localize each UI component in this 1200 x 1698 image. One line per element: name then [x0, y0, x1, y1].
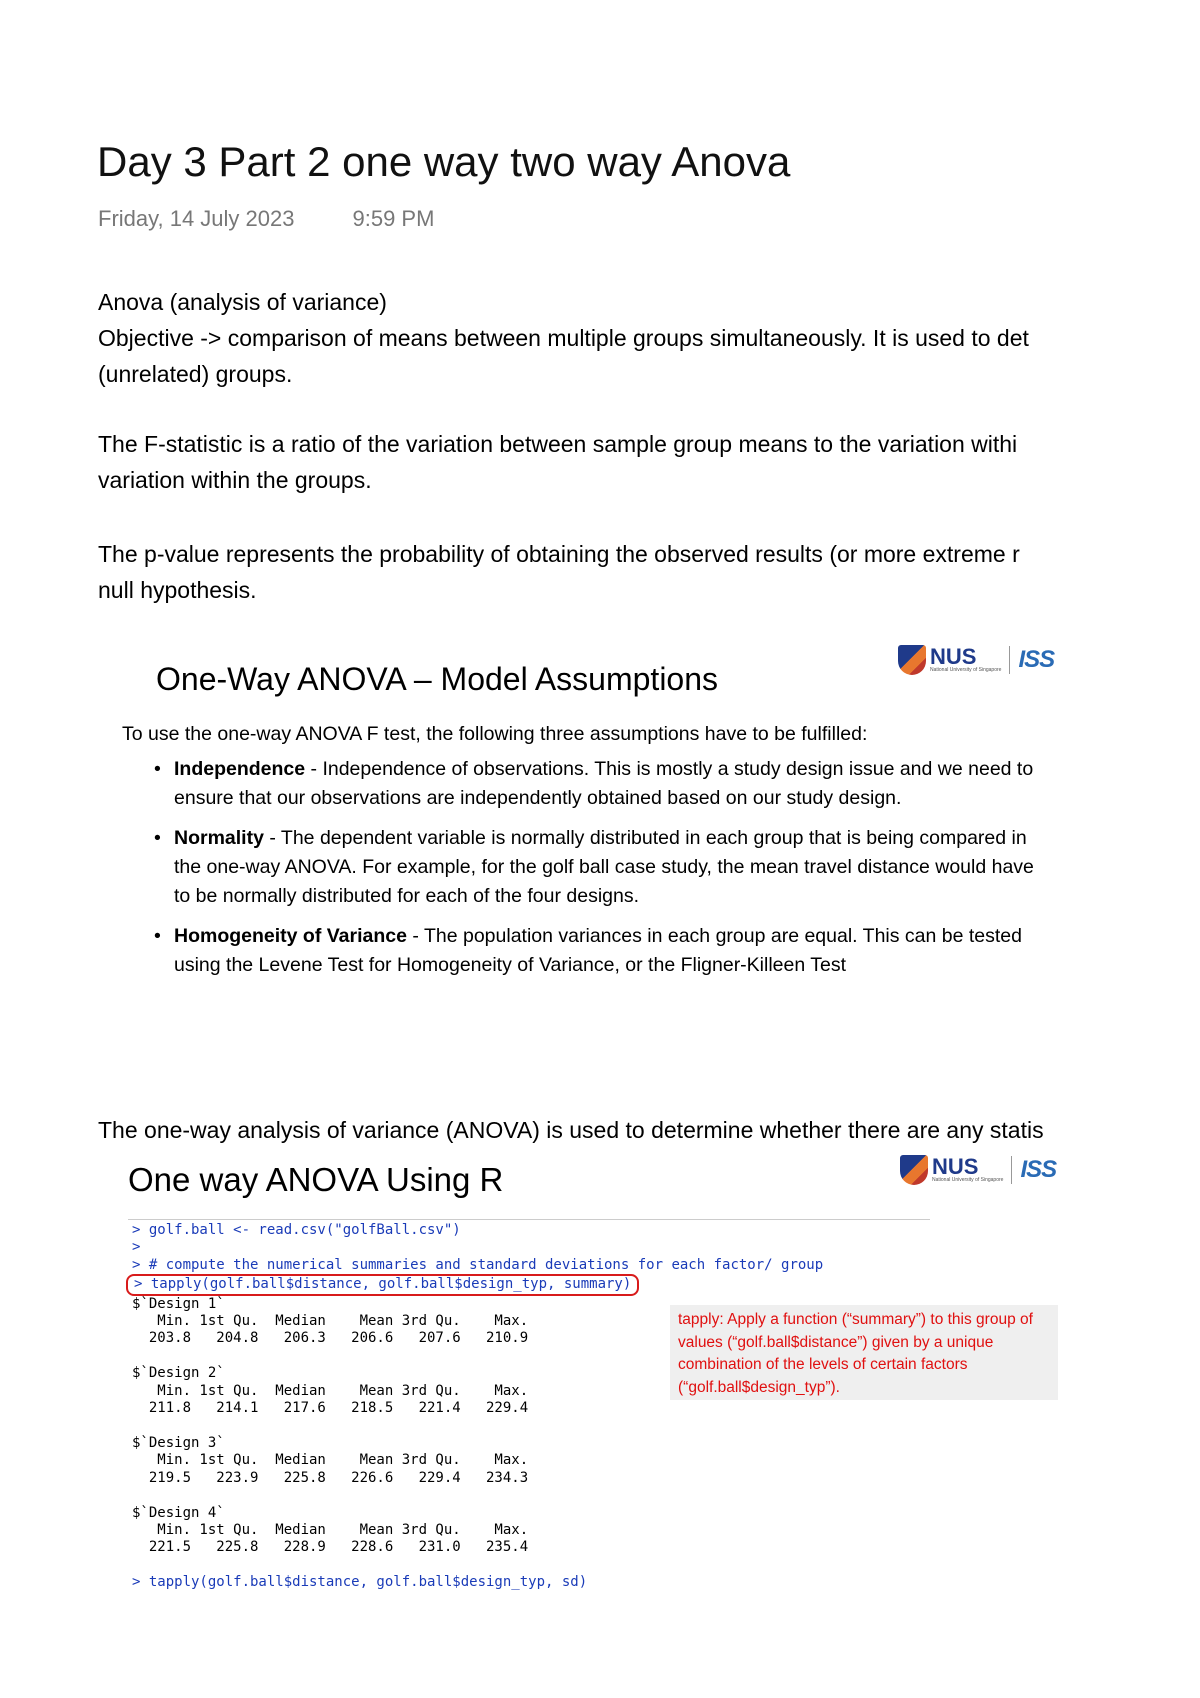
list-item: • Normality - The dependent variable is normally distributed in each group that is being compared in the one-way ANOVA. For example, for the golf ball case study, the mean travel distance would have to be normally distributed for each of the four designs. [174, 824, 1034, 911]
slide-intro: To use the one-way ANOVA F test, the following three assumptions have to be fulfilled: [122, 723, 868, 745]
console-line: > golf.ball <- read.csv("golfBall.csv") [132, 1222, 461, 1238]
r-console-output [132, 1222, 932, 1591]
text-line: The F-statistic is a ratio of the variation between sample group means to the variation withi [98, 431, 1018, 457]
nus-logo-text: NUS National University of Singapore [930, 644, 1002, 673]
assumption-list [142, 755, 1034, 991]
console-line: 221.5 225.8 228.9 228.6 231.0 235.4 [132, 1539, 537, 1556]
console-line: 211.8 214.1 217.6 218.5 221.4 229.4 [132, 1400, 537, 1417]
logo-divider [1009, 646, 1010, 674]
text-line: variation within the groups. [98, 467, 372, 493]
console-line: > # compute the numerical summaries and standard deviations for each factor/ group [132, 1256, 824, 1273]
console-line: $`Design 1` [132, 1295, 225, 1312]
list-item: • Homogeneity of Variance - The population variances in each group are equal. This can be tested using the Levene Test for Homogeneity of Variance, or the Fligner-Killeen Test [174, 922, 1034, 980]
console-line: > [132, 1239, 141, 1256]
console-line: $`Design 2` [132, 1365, 225, 1382]
page-meta [98, 206, 434, 232]
paragraph-f-statistic [98, 426, 1200, 498]
console-highlighted-command: > tapply(golf.ball$distance, golf.ball$design_typ, summary) [126, 1274, 639, 1295]
console-line: 203.8 204.8 206.3 206.6 207.6 210.9 [132, 1330, 537, 1347]
text-line: The p-value represents the probability of obtaining the observed results (or more extreme r [98, 541, 1020, 567]
paragraph-anova-intro [98, 284, 1200, 392]
list-item: • Independence - Independence of observations. This is mostly a study design issue and we need to ensure that our observations are independently obtained based on our study design. [174, 755, 1034, 813]
slide-anova-using-r [120, 1154, 1060, 1591]
paragraph-one-way-anova [98, 1112, 1200, 1148]
slide-title: One way ANOVA Using R [128, 1161, 504, 1198]
page-title: Day 3 Part 2 one way two way Anova [97, 138, 791, 185]
slide-model-assumptions [98, 645, 1080, 1030]
iss-logo-text: ISS [1020, 1156, 1057, 1183]
nus-iss-logo [900, 1155, 1056, 1185]
text-line: Objective -> comparison of means between multiple groups simultaneously. It is used to det [98, 325, 1029, 351]
nus-crest-icon [900, 1155, 928, 1185]
iss-logo-text: ISS [1018, 646, 1055, 673]
page-time: 9:59 PM [352, 206, 435, 231]
console-line: $`Design 3` [132, 1434, 225, 1451]
paragraph-p-value [98, 536, 1200, 608]
text-line: null hypothesis. [98, 577, 257, 603]
console-line: Min. 1st Qu. Median Mean 3rd Qu. Max. [132, 1382, 537, 1399]
tapply-callout: tapply: Apply a function (“summary”) to this group of values (“golf.ball$distance”) given by a unique combination of the levels of certain factors (“golf.ball$design_typ”). [670, 1305, 1058, 1400]
text-line: Anova (analysis of variance) [98, 289, 387, 315]
page-date: Friday, 14 July 2023 [98, 206, 295, 231]
text-line: (unrelated) groups. [98, 361, 293, 387]
slide-title: One-Way ANOVA – Model Assumptions [156, 661, 719, 697]
nus-crest-icon [898, 645, 926, 675]
console-line: Min. 1st Qu. Median Mean 3rd Qu. Max. [132, 1521, 537, 1538]
text-line: The one-way analysis of variance (ANOVA) is used to determine whether there are any statis [98, 1117, 1044, 1143]
logo-divider [1011, 1156, 1012, 1184]
console-line: $`Design 4` [132, 1504, 225, 1521]
nus-iss-logo [898, 645, 1054, 675]
console-divider [128, 1219, 930, 1220]
console-line: Min. 1st Qu. Median Mean 3rd Qu. Max. [132, 1452, 537, 1469]
console-line-clipped: > tapply(golf.ball$distance, golf.ball$design_typ, sd) [132, 1574, 588, 1591]
nus-logo-text: NUS National University of Singapore [932, 1154, 1004, 1183]
console-line: Min. 1st Qu. Median Mean 3rd Qu. Max. [132, 1313, 537, 1330]
console-line: 219.5 223.9 225.8 226.6 229.4 234.3 [132, 1469, 537, 1486]
